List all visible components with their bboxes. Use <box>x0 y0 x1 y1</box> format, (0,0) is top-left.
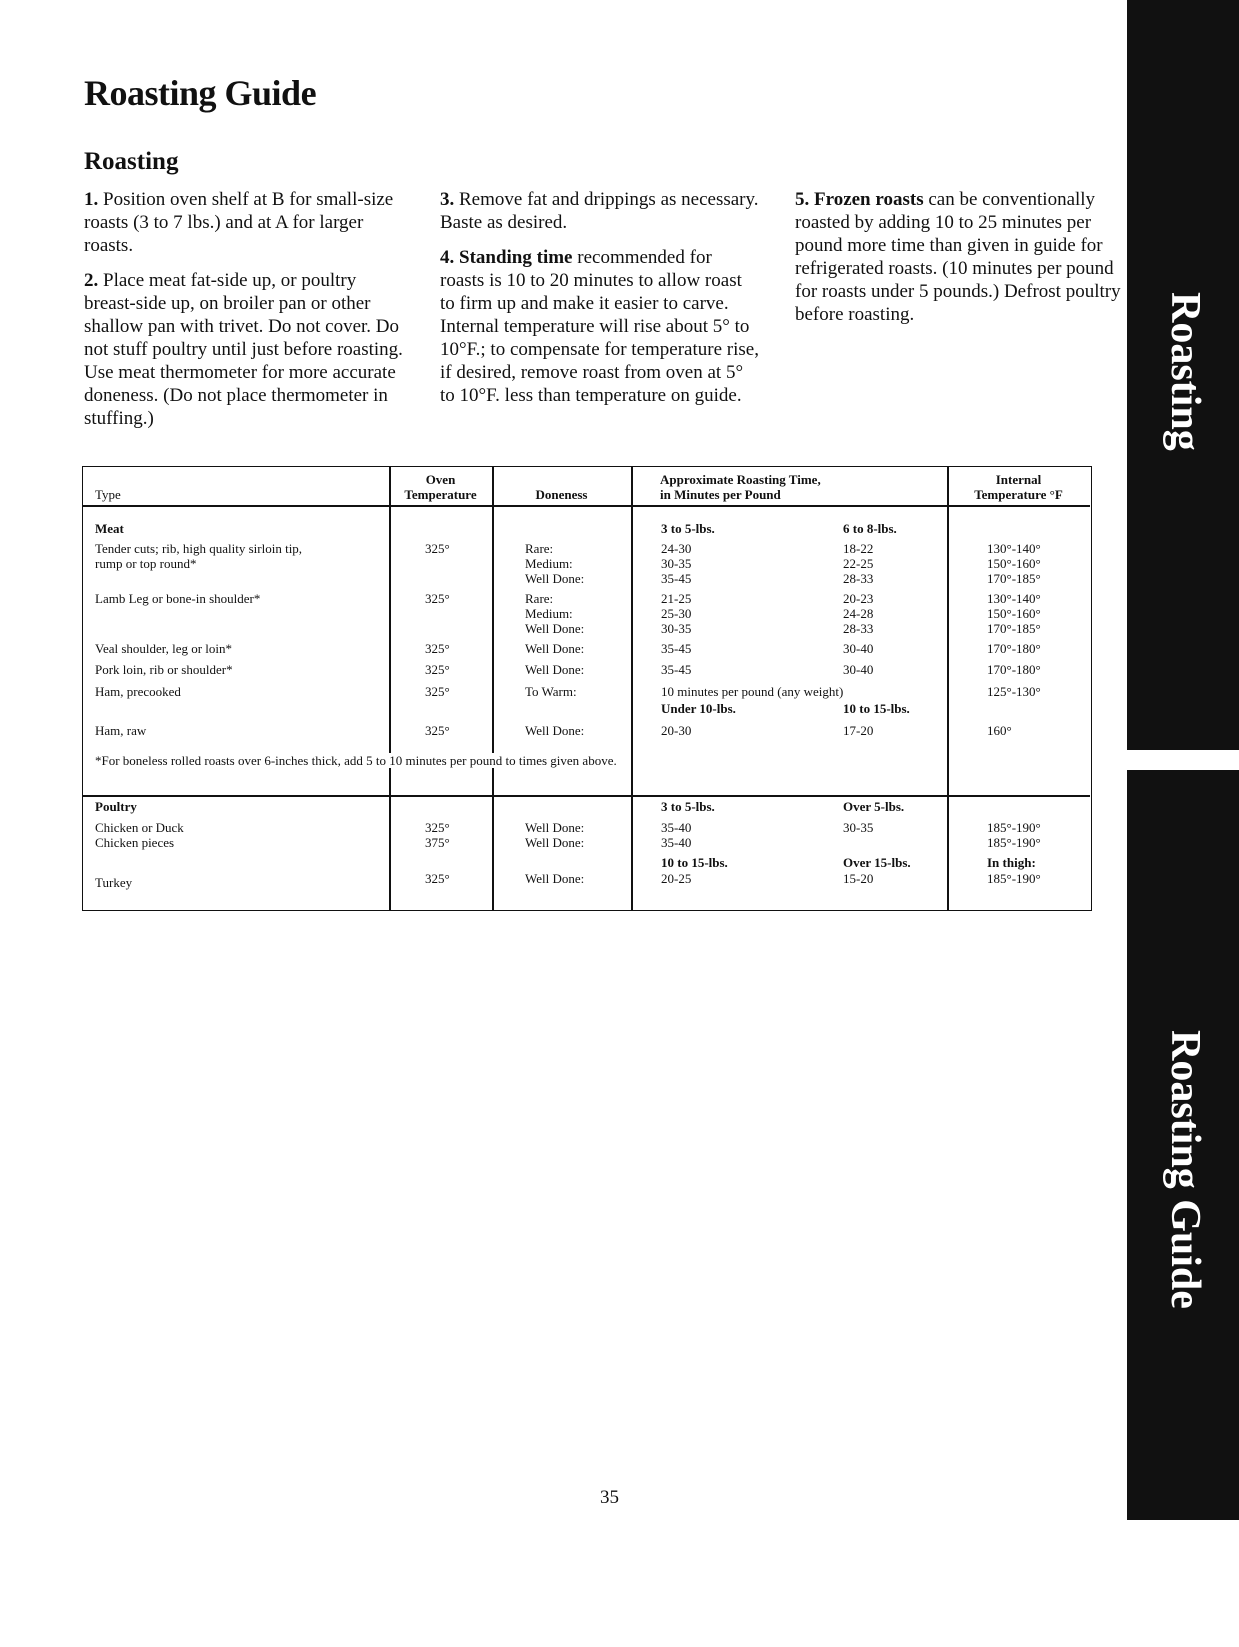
section-title: Roasting <box>84 148 179 175</box>
row-tender-internal: 130°-140° <box>987 541 1041 556</box>
row-lamb-oven: 325° <box>425 591 450 606</box>
row-lamb-doneness: Medium: <box>525 606 573 621</box>
side-tab-roasting <box>1127 0 1239 750</box>
step-4-text: recommended for roasts is 10 to 20 minutes to allow roast to firm up and make it easier to carve. Internal temperature will rise about 5° to 10°F.; to compensate for temperature rise, if desired, remove roast from oven at 5° to 10°F. less than temperature on guide. <box>440 247 759 406</box>
step-1 <box>84 188 404 257</box>
table-divider <box>83 505 1090 507</box>
row-pieces-oven: 375° <box>425 835 450 850</box>
ham-weight-large: 10 to 15-lbs. <box>843 701 910 716</box>
step-4 <box>440 246 760 407</box>
table-footnote: *For boneless rolled roasts over 6-inches thick, add 5 to 10 minutes per pound to times given above. <box>95 753 621 768</box>
row-pork-time-large: 30-40 <box>843 662 874 677</box>
step-1-number: 1. <box>84 189 99 210</box>
turkey-weight-small: 10 to 15-lbs. <box>661 855 728 870</box>
row-tender-time-small: 30-35 <box>661 556 692 571</box>
row-tender-time-large: 22-25 <box>843 556 874 571</box>
row-ham-precooked-doneness: To Warm: <box>525 684 577 699</box>
row-tender-doneness: Rare: <box>525 541 554 556</box>
row-chicken-internal: 185°-190° <box>987 820 1041 835</box>
row-pork-oven: 325° <box>425 662 450 677</box>
header-minutes-per-pound: in Minutes per Pound <box>660 487 781 502</box>
row-pork-doneness: Well Done: <box>525 662 585 677</box>
row-chicken-time-large: 30-35 <box>843 820 874 835</box>
row-lamb-internal: 150°-160° <box>987 606 1041 621</box>
step-3 <box>440 188 760 234</box>
row-ham-precooked-internal: 125°-130° <box>987 684 1041 699</box>
page-number: 35 <box>600 1487 619 1508</box>
row-tender-doneness: Medium: <box>525 556 573 571</box>
step-2-number: 2. <box>84 270 99 291</box>
header-oven: Oven <box>425 472 456 487</box>
step-3-text: Remove fat and drippings as necessary. Baste as desired. <box>440 189 759 233</box>
row-tender-time-small: 35-45 <box>661 571 692 586</box>
row-ham-precooked-time: 10 minutes per pound (any weight) <box>661 684 844 699</box>
turkey-weight-large: Over 15-lbs. <box>843 855 911 870</box>
table-divider <box>947 467 949 910</box>
row-pieces-doneness: Well Done: <box>525 835 585 850</box>
row-ham-raw-label: Ham, raw <box>95 723 147 738</box>
row-lamb-time-large: 24-28 <box>843 606 874 621</box>
poultry-weight-large: Over 5-lbs. <box>843 799 905 814</box>
row-ham-raw-internal: 160° <box>987 723 1012 738</box>
row-pieces-label: Chicken pieces <box>95 835 175 850</box>
row-turkey-doneness: Well Done: <box>525 871 585 886</box>
row-tender-oven: 325° <box>425 541 450 556</box>
instructions-column-2 <box>440 188 760 419</box>
table-divider <box>631 467 633 910</box>
row-lamb-label: Lamb Leg or bone-in shoulder* <box>95 591 261 606</box>
row-lamb-time-small: 25-30 <box>661 606 692 621</box>
row-tender-label-2: rump or top round* <box>95 556 197 571</box>
step-5-highlight: Frozen roasts <box>814 189 924 210</box>
row-turkey-time-large: 15-20 <box>843 871 874 886</box>
row-lamb-time-large: 28-33 <box>843 621 874 636</box>
row-pork-internal: 170°-180° <box>987 662 1041 677</box>
table-divider <box>389 467 391 910</box>
row-veal-internal: 170°-180° <box>987 641 1041 656</box>
step-1-text: Position oven shelf at B for small-size roasts (3 to 7 lbs.) and at A for larger roasts. <box>84 189 394 256</box>
row-pork-label: Pork loin, rib or shoulder* <box>95 662 233 677</box>
table-divider <box>83 795 1090 797</box>
step-5 <box>795 188 1125 326</box>
row-pieces-time-small: 35-40 <box>661 835 692 850</box>
header-temperature: Temperature <box>404 487 477 502</box>
row-ham-raw-time-large: 17-20 <box>843 723 874 738</box>
row-lamb-time-small: 21-25 <box>661 591 692 606</box>
row-turkey-oven: 325° <box>425 871 450 886</box>
row-lamb-internal: 170°-185° <box>987 621 1041 636</box>
poultry-weight-small: 3 to 5-lbs. <box>661 799 715 814</box>
row-tender-label: Tender cuts; rib, high quality sirloin tip, <box>95 541 303 556</box>
row-tender-time-small: 24-30 <box>661 541 692 556</box>
row-tender-internal: 170°-185° <box>987 571 1041 586</box>
row-lamb-internal: 130°-140° <box>987 591 1041 606</box>
row-veal-oven: 325° <box>425 641 450 656</box>
row-ham-raw-time-small: 20-30 <box>661 723 692 738</box>
row-ham-precooked-label: Ham, precooked <box>95 684 181 699</box>
step-5-number: 5. <box>795 189 810 210</box>
header-internal: Internal <box>995 472 1042 487</box>
row-ham-raw-doneness: Well Done: <box>525 723 585 738</box>
row-chicken-oven: 325° <box>425 820 450 835</box>
step-2-text: Place meat fat-side up, or poultry breast-side up, on broiler pan or other shallow pan with trivet. Do not cover. Do not stuff poultry until just before roasting. Use meat thermometer for more accurate doneness. (Do not place thermometer in stuffing.) <box>84 270 403 429</box>
group-poultry: Poultry <box>95 799 137 814</box>
side-tab-roasting-label: Roasting <box>1162 292 1208 451</box>
header-approx-time: Approximate Roasting Time, <box>660 472 821 487</box>
row-tender-time-large: 28-33 <box>843 571 874 586</box>
header-internal-temp: Temperature °F <box>974 487 1063 502</box>
row-chicken-label: Chicken or Duck <box>95 820 184 835</box>
roasting-table <box>82 466 1092 911</box>
row-ham-precooked-oven: 325° <box>425 684 450 699</box>
in-thigh-label: In thigh: <box>987 855 1036 870</box>
side-tab-roasting-guide <box>1127 770 1239 1520</box>
ham-weight-small: Under 10-lbs. <box>661 701 736 716</box>
instructions-column-1 <box>84 188 404 442</box>
side-tab-roasting-guide-label: Roasting Guide <box>1162 1030 1208 1309</box>
meat-weight-small: 3 to 5-lbs. <box>661 521 715 536</box>
row-lamb-doneness: Rare: <box>525 591 554 606</box>
row-tender-internal: 150°-160° <box>987 556 1041 571</box>
row-lamb-doneness: Well Done: <box>525 621 585 636</box>
step-4-highlight: Standing time <box>459 247 573 268</box>
meat-weight-large: 6 to 8-lbs. <box>843 521 897 536</box>
row-turkey-label: Turkey <box>95 875 133 890</box>
row-lamb-time-large: 20-23 <box>843 591 874 606</box>
row-chicken-time-small: 35-40 <box>661 820 692 835</box>
row-turkey-time-small: 20-25 <box>661 871 692 886</box>
group-meat: Meat <box>95 521 124 536</box>
row-veal-time-large: 30-40 <box>843 641 874 656</box>
step-2 <box>84 269 404 430</box>
row-tender-doneness: Well Done: <box>525 571 585 586</box>
row-veal-time-small: 35-45 <box>661 641 692 656</box>
page-title: Roasting Guide <box>84 73 317 113</box>
step-3-number: 3. <box>440 189 455 210</box>
table-divider <box>492 467 494 910</box>
row-pork-time-small: 35-45 <box>661 662 692 677</box>
row-lamb-time-small: 30-35 <box>661 621 692 636</box>
header-doneness: Doneness <box>535 487 588 502</box>
row-pieces-internal: 185°-190° <box>987 835 1041 850</box>
row-turkey-internal: 185°-190° <box>987 871 1041 886</box>
row-ham-raw-oven: 325° <box>425 723 450 738</box>
row-tender-time-large: 18-22 <box>843 541 874 556</box>
row-veal-label: Veal shoulder, leg or loin* <box>95 641 233 656</box>
row-veal-doneness: Well Done: <box>525 641 585 656</box>
header-type: Type <box>95 487 121 502</box>
instructions-column-3 <box>795 188 1125 338</box>
step-4-number: 4. <box>440 247 455 268</box>
step-5-text: can be conventionally roasted by adding 10 to 25 minutes per pound more time than given in guide for refrigerated roasts. (10 minutes per pound for roasts under 5 pounds.) Defrost poultry before roasting. <box>795 189 1121 325</box>
row-chicken-doneness: Well Done: <box>525 820 585 835</box>
